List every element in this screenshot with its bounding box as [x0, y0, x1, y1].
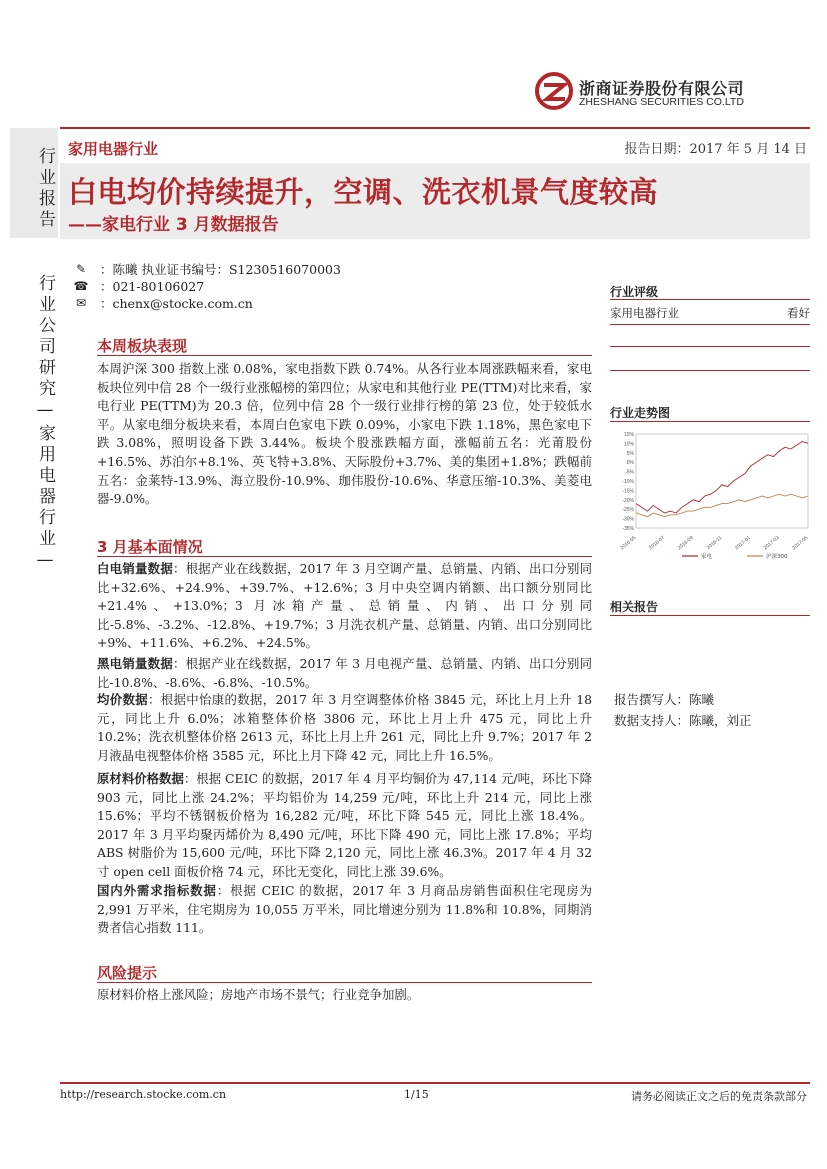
related-rule — [610, 615, 810, 616]
side-label-category: 行业公司研究—家用电器行业— — [35, 274, 55, 574]
pen-icon: ✎ — [75, 262, 87, 276]
item-label: 黑电销量数据 — [97, 656, 173, 671]
chart-y-tick-label: 0% — [626, 460, 634, 467]
section-weekly-rule — [97, 355, 592, 356]
rating-rule-2 — [610, 324, 810, 325]
company-logo — [535, 72, 775, 112]
report-support: 数据支持人：陈曦，刘正 — [614, 713, 752, 728]
section-fundamentals-rule — [97, 556, 592, 557]
chart-series-line-0 — [636, 442, 808, 514]
chart-y-tick-label: -5% — [625, 469, 634, 476]
footer-url[interactable]: http://research.stocke.com.cn — [60, 1088, 227, 1101]
rating-rule-4 — [610, 370, 810, 371]
chart-x-tick-label: 2016-07 — [648, 534, 666, 552]
item-text: ：根据 CEIC 的数据，2017 年 3 月商品房销售面积住宅现房为 2,991 万平米，住宅期房为 10,055 万平米，同比增速分别为 11.8%和 10.8%，同期消费者信心指数 111。 — [97, 883, 592, 936]
chart-series-line-1 — [636, 494, 808, 517]
item-average-price — [97, 691, 592, 765]
item-text: ：根据 CEIC 的数据，2017 年 4 月平均铜价为 47,114 元/吨，环比下降 903 元，同比上涨 24.2%；平均铝价为 14,259 元/吨，环比上升 214 元，同比上涨 15.6%；平均不锈钢板价格为 16,282 元/吨，环比下降 545 元，同比上涨 18.4%。2017 年 3 月平均聚丙烯价为 8,490 元/吨，环比下降 490 元，同比上涨 17.8%；平均 ABS 树脂价为 15,600 元/吨，环比下降 2,120 元，同比上涨 46.3%。2017 年 4 月 32 寸 open cell 面板价格 74 元，环比无变化，同比上涨 39.6%。 — [97, 771, 593, 879]
footer-disclaimer: 请务必阅读正文之后的免责条款部分 — [631, 1090, 807, 1103]
section-risk-heading: 风险提示 — [97, 964, 158, 982]
contact-analyst-text: ：陈曦 执业证书编号：S1230516070003 — [100, 262, 341, 277]
page-subtitle: ——家电行业 3 月数据报告 — [68, 215, 279, 235]
section-risk-body: 原材料价格上涨风险；房地产市场不景气；行业竞争加剧。 — [97, 987, 420, 1002]
chart-x-tick-label: 2016-11 — [705, 534, 724, 552]
chart-plot-frame — [636, 434, 808, 528]
company-name-en: ZHESHANG SECURITIES CO.LTD — [579, 96, 744, 108]
chart-legend-label-0: 家电 — [701, 554, 713, 560]
side-label-report-type: 行业报告 — [10, 128, 58, 238]
chart-x-tick-label: 2017-05 — [791, 534, 810, 552]
trend-rule — [610, 421, 810, 422]
item-text: ：根据产业在线数据，2017 年 3 月空调产量、总销量、内销、出口分别同比+32.6%、+24.9%、+39.7%、+12.6%；3 月中央空调内销额、出口额分别同比+21.4%、+13.0%；3 月冰箱产量、总销量、内销、出口分别同比-5.8%、-3.2%、-12.8%、+19.7%；3 月洗衣机产量、总销量、内销、出口分别同比+9%、+11.6%、+6.2%、+24.5%。 — [97, 561, 593, 651]
chart-y-tick-label: 5% — [626, 450, 634, 457]
phone-icon: ☎ — [73, 279, 89, 293]
page-title: 白电均价持续提升，空调、洗衣机景气度较高 — [68, 175, 659, 209]
rating-row — [610, 305, 810, 321]
section-weekly-heading: 本周板块表现 — [97, 337, 188, 355]
header-divider — [60, 127, 810, 129]
item-white-goods-sales — [97, 560, 592, 653]
chart-y-tick-label: -35% — [622, 526, 634, 532]
company-logo-icon — [535, 72, 573, 110]
item-label: 白电销量数据 — [97, 561, 173, 576]
chart-x-tick-label: 2017-03 — [762, 534, 781, 552]
mail-icon: ✉ — [75, 296, 87, 310]
section-risk-rule — [97, 982, 592, 983]
section-fundamentals-heading: 3 月基本面情况 — [97, 538, 203, 556]
item-raw-material-price — [97, 770, 592, 882]
chart-y-tick-label: -15% — [622, 488, 634, 495]
rating-value: 看好 — [787, 306, 810, 320]
item-label: 原材料价格数据 — [97, 771, 184, 786]
industry-tag: 家用电器行业 — [68, 140, 159, 158]
contact-analyst — [72, 260, 341, 278]
trend-heading: 行业走势图 — [610, 406, 671, 420]
trend-chart — [612, 428, 812, 578]
chart-x-tick-label: 2016-09 — [676, 534, 695, 552]
related-heading: 相关报告 — [610, 600, 659, 614]
chart-x-tick-label: 2016-05 — [619, 534, 638, 552]
chart-y-tick-label: -25% — [622, 507, 634, 514]
contact-phone — [72, 277, 204, 295]
company-name-cn: 浙商证券股份有限公司 — [579, 79, 745, 98]
chart-y-tick-label: -20% — [622, 497, 634, 504]
item-text: ：根据产业在线数据，2017 年 3 月电视产量、总销量、内销、出口分别同比-10.8%、-8.6%、-6.8%、-10.5%。 — [97, 656, 593, 690]
contact-email-text[interactable]: ：chenx@stocke.com.cn — [100, 296, 253, 311]
page-number: 1/15 — [404, 1088, 429, 1101]
rating-industry: 家用电器行业 — [610, 306, 679, 320]
chart-legend-label-1: 沪深300 — [766, 554, 788, 560]
contact-email — [72, 294, 253, 312]
chart-x-tick-label: 2017-01 — [734, 534, 752, 552]
report-date: 报告日期：2017 年 5 月 14 日 — [624, 142, 807, 157]
item-label: 均价数据 — [97, 692, 148, 707]
section-weekly-body: 本周沪深 300 指数上涨 0.08%，家电指数下跌 0.74%。从各行业本周涨跌幅来看，家电板块位列中信 28 个一级行业涨幅榜的第四位；从家电和其他行业 PE(TTM)对比来看，家电行业 PE(TTM)为 20.3 倍，位列中信 28 个一级行业排行榜的第 23 位，处于较低水平。从家电细分板块来看，本周白色家电下跌 0.09%，小家电下跌 1.18%，黑色家电下跌 3.08%，照明设备下跌 3.44%。板块个股涨跌幅方面，涨幅前五名：光莆股份+16.5%、苏泊尔+8.1%、英飞特+3.8%、天际股份+3.7%、美的集团+1.8%；跌幅前五名：金莱特-13.9%、海立股份-10.9%、珈伟股份-10.6%、华意压缩-10.3%、美菱电器-9.0%。 — [97, 361, 592, 507]
chart-y-tick-label: -30% — [622, 516, 634, 523]
item-black-goods-sales — [97, 655, 592, 692]
footer-divider — [60, 1082, 810, 1084]
item-label: 国内外需求指标数据 — [97, 883, 217, 898]
rating-rule — [610, 299, 810, 300]
rating-rule-3 — [610, 346, 810, 347]
rating-heading: 行业评级 — [610, 285, 659, 299]
item-demand-indicators — [97, 882, 592, 938]
contact-phone-text: ：021-80106027 — [100, 279, 205, 294]
report-author: 报告撰写人：陈曦 — [614, 692, 715, 707]
chart-y-tick-label: 15% — [623, 432, 634, 438]
chart-y-tick-label: -10% — [622, 479, 634, 485]
chart-y-tick-label: 10% — [623, 441, 634, 448]
item-text: ：根据中怡康的数据，2017 年 3 月空调整体价格 3845 元，环比上月上升 18 元，同比上升 6.0%；冰箱整体价格 3806 元，环比上月上升 475 元，同比上升 10.2%；洗衣机整体价格 2613 元，环比上月上升 261 元，同比上升 9.7%；2017 年 2 月液晶电视整体价格 3585 元，环比上月下降 42 元，同比上升 16.5%。 — [97, 692, 592, 763]
